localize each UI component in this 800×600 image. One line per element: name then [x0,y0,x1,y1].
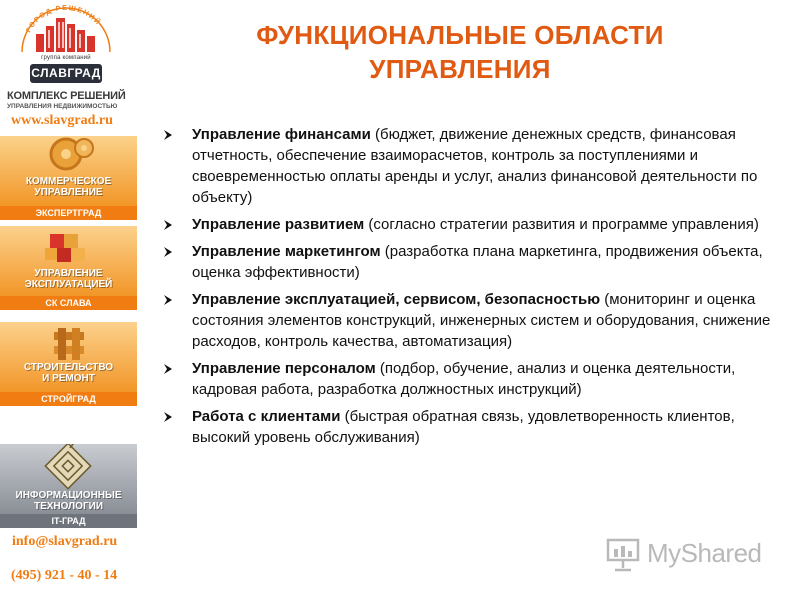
complex-subtitle: УПРАВЛЕНИЯ НЕДВИЖИМОСТЬЮ [7,103,118,110]
arrow-bullet-icon [162,246,174,258]
tile-line1: СТРОИТЕЛЬСТВО [23,362,114,373]
watermark-text: MyShared [647,538,762,568]
logo-group-text: группа компаний [41,55,91,61]
list-item [162,241,780,283]
item-text: (бюджет, движение денежных средств, финансовая отчетность, обеспечение взаиморасчетов, контроль за поступлениями и своевременностью оплаты аренды и услуг, анализ финансовой деятельности по объекту) [192,126,758,206]
phone-number[interactable]: (495) 921 - 40 - 14 [11,568,118,583]
tile-construction-repair[interactable] [0,322,137,406]
tile-line2: УПРАВЛЕНИЕ [34,187,103,198]
arrow-bullet-icon [162,411,174,423]
tile-line1: ИНФОРМАЦИОННЫЕ [15,490,122,501]
logo-brand: СЛАВГРАД [30,64,102,83]
tile-brand: СТРОЙГРАД [41,394,96,404]
list-item [162,214,780,235]
list-item [162,289,780,352]
tile-line1: КОММЕРЧЕСКОЕ [25,176,112,187]
tile-line2: ЭКСПЛУАТАЦИЕЙ [24,279,113,290]
tile-brand: СК СЛАВА [45,298,92,308]
title-line2: УПРАВЛЕНИЯ [369,54,551,84]
arrow-bullet-icon [162,294,174,306]
tile-information-technology[interactable] [0,444,137,528]
item-text: (подбор, обучение, анализ и оценка деятельности, кадровая работа, разработка должностных инструкций) [192,360,736,398]
tile-line1: УПРАВЛЕНИЕ [34,268,103,279]
item-text: (согласно стратегии развития и программе управления) [364,216,759,233]
tile-line2: ТЕХНОЛОГИИ [33,501,104,512]
arrow-bullet-icon [162,219,174,231]
arrow-bullet-icon [162,363,174,375]
item-text: (разработка плана маркетинга, продвижения объекта, оценка эффективности) [192,243,763,281]
item-text: (быстрая обратная связь, удовлетворенность клиентов, высокий уровень обслуживания) [192,408,735,446]
website-link[interactable]: www.slavgrad.ru [11,113,113,128]
slavgrad-logo[interactable] [12,4,120,86]
item-lead: Управление эксплуатацией, сервисом, безопасностью [192,291,601,308]
sidebar [0,0,140,600]
item-lead: Управление персоналом [192,360,376,377]
tile-line2: И РЕМОНТ [42,373,95,384]
complex-title: КОМПЛЕКС РЕШЕНИЙ [7,90,126,102]
list-item [162,406,780,448]
tile-operations-management[interactable] [0,226,137,310]
tile-brand: ЭКСПЕРТГРАД [35,208,102,218]
arrow-bullet-icon [162,129,174,141]
tile-commercial-management[interactable] [0,136,137,220]
presentation-board-icon [605,536,641,572]
list-item [162,358,780,400]
item-lead: Управление развитием [192,216,365,233]
list-item [162,124,780,208]
item-lead: Работа с клиентами [192,408,341,425]
page-title [150,18,770,86]
item-text: (мониторинг и оценка состояния элементов конструкций, инженерных систем и оборудования, снижение расходов, контроль качества, автоматизация) [192,291,771,350]
item-lead: Управление финансами [192,126,371,143]
email-link[interactable]: info@slavgrad.ru [12,534,118,549]
logo-arc-text: ГОРОД РЕШЕНИЙ [25,4,102,34]
item-lead: Управление маркетингом [192,243,381,260]
tile-brand: IT-ГРАД [51,516,86,526]
title-line1: ФУНКЦИОНАЛЬНЫЕ ОБЛАСТИ [256,20,664,50]
myshared-watermark [605,536,775,576]
functional-areas-list [162,124,780,454]
